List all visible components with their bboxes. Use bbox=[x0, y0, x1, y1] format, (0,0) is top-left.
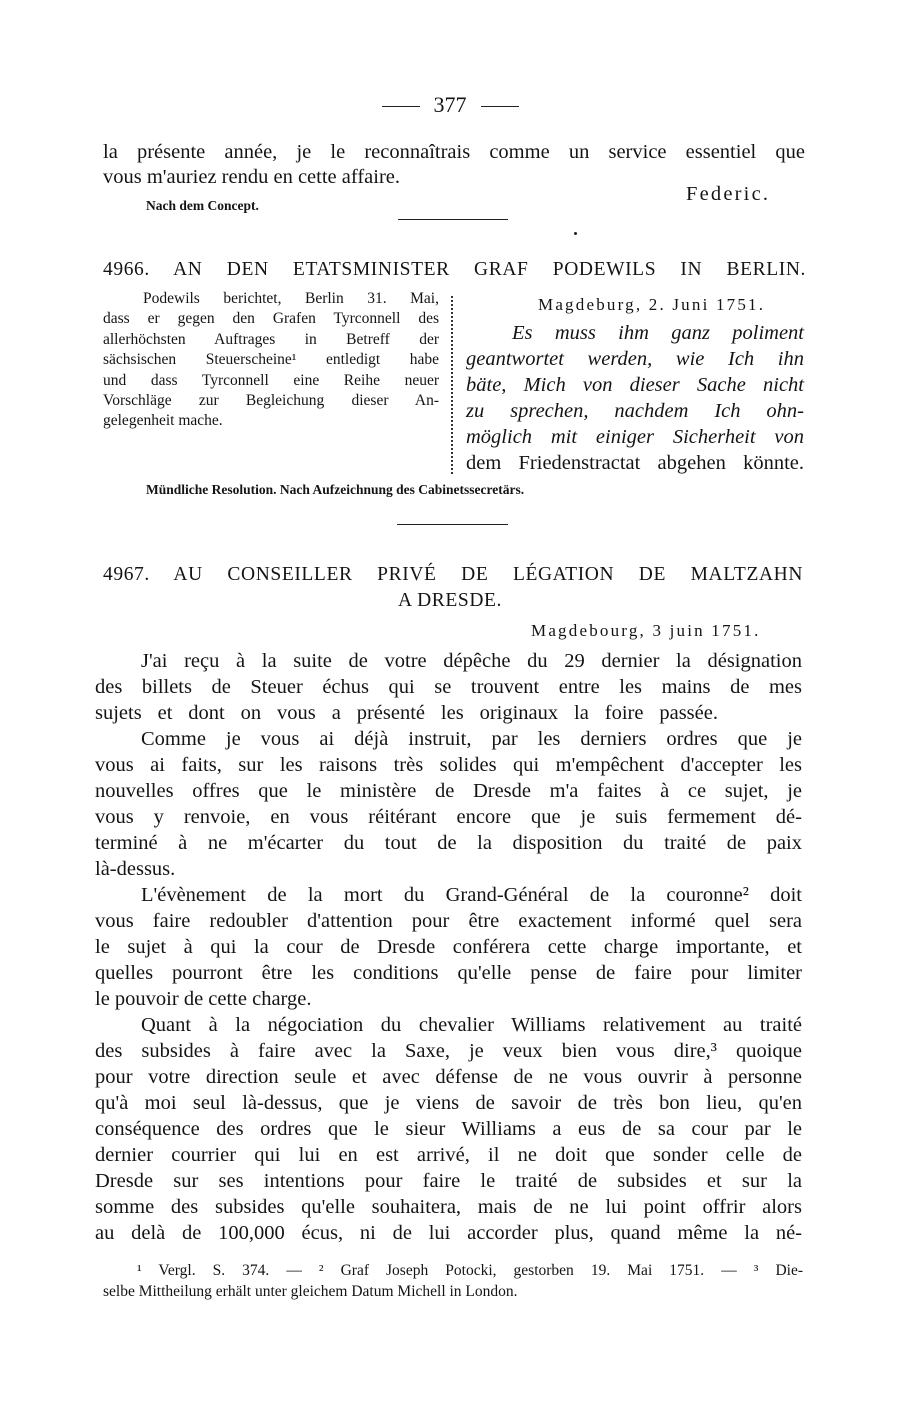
text-line: geantwortet werden, wie Ich ihn bbox=[466, 348, 804, 370]
summary-line: gelegenheit mache. bbox=[103, 412, 223, 430]
page-number-text: 377 bbox=[433, 92, 467, 117]
prev-letter-line-1: la présente année, je le reconnaîtrais comme un service essentiel que bbox=[103, 141, 805, 163]
summary-line: allerhöchsten Auftrages in Betreff der bbox=[103, 330, 439, 348]
ink-dot bbox=[574, 232, 577, 235]
text-line: möglich mit einiger Sicherheit von bbox=[466, 426, 804, 448]
body-line: nouvelles offres que le ministère de Dresde m'a faites à ce sujet, je bbox=[95, 780, 802, 802]
body-line: pour votre direction seule et avec défense de ne vous ouvrir à personne bbox=[95, 1066, 802, 1088]
body-line: somme des subsides qu'elle souhaitera, mais de ne lui point offrir alors bbox=[95, 1196, 802, 1218]
body-line: vous faire redoubler d'attention pour être exactement informé quel sera bbox=[95, 910, 802, 932]
body-line: quelles pourront être les conditions qu'elle pense de faire pour limiter bbox=[95, 962, 802, 984]
source-note: Nach dem Concept. bbox=[146, 198, 259, 213]
letter-4967-heading-1: 4967. AU CONSEILLER PRIVÉ DE LÉGATION DE MALTZAHN bbox=[103, 564, 803, 585]
letter-4966-text bbox=[466, 320, 804, 476]
body-line: des subsides à faire avec la Saxe, je veux bien vous dire,³ quoique bbox=[95, 1040, 802, 1062]
body-line: le pouvoir de cette charge. bbox=[95, 988, 312, 1010]
letter-4966-source: Mündliche Resolution. Nach Aufzeichnung des Cabinetssecretärs. bbox=[146, 482, 525, 497]
letter-4966-summary bbox=[103, 289, 439, 432]
footnotes bbox=[103, 1260, 803, 1302]
body-line: Comme je vous ai déjà instruit, par les derniers ordres que je bbox=[141, 728, 802, 750]
column-separator bbox=[451, 296, 453, 474]
body-line: vous y renvoie, en vous réitérant encore que je suis fermement dé- bbox=[95, 806, 802, 828]
body-line: terminé à ne m'écarter du tout de la disposition du traité de paix bbox=[95, 832, 802, 854]
letter-4966-dateline: Magdeburg, 2. Juni 1751. bbox=[538, 295, 766, 314]
body-line: Dresde sur ses intentions pour faire le traité de subsides et sur la bbox=[95, 1170, 802, 1192]
body-line: dernier courrier qui lui en est arrivé, il ne doit que sonder celle de bbox=[95, 1144, 802, 1166]
text-line: zu sprechen, nachdem Ich ohn- bbox=[466, 400, 804, 422]
summary-line: Podewils berichtet, Berlin 31. Mai, bbox=[143, 290, 439, 307]
summary-line: sächsischen Steuerscheine¹ entledigt habe bbox=[103, 351, 439, 369]
page-number-dash-left bbox=[382, 106, 420, 107]
prev-letter-line-2: vous m'auriez rendu en cette affaire. bbox=[103, 166, 400, 188]
text-line: dem Friedenstractat abgehen könnte. bbox=[466, 452, 804, 474]
body-line: Quant à la négociation du chevalier Williams relativement au traité bbox=[141, 1014, 802, 1036]
summary-line: und dass Tyrconnell eine Reihe neuer bbox=[103, 371, 439, 389]
footnote-line: selbe Mittheilung erhält unter gleichem Datum Michell in London. bbox=[103, 1283, 518, 1300]
divider bbox=[397, 524, 508, 525]
summary-line: dass er gegen den Grafen Tyrconnell des bbox=[103, 310, 439, 328]
body-line: J'ai reçu à la suite de votre dépêche du 29 dernier la désignation bbox=[141, 650, 802, 672]
body-line: sujets et dont on vous a présenté les originaux la foire passée. bbox=[95, 702, 718, 724]
text-line: Es muss ihm ganz poliment bbox=[512, 322, 804, 344]
body-line: là-dessus. bbox=[95, 858, 176, 880]
letter-4967-dateline: Magdebourg, 3 juin 1751. bbox=[531, 621, 761, 640]
page-number bbox=[0, 92, 900, 118]
body-line: L'évènement de la mort du Grand-Général de la couronne² doit bbox=[141, 884, 802, 906]
letter-4967-heading-2: A DRESDE. bbox=[398, 590, 502, 611]
signature: Federic. bbox=[686, 183, 771, 205]
body-line: conséquence des ordres que le sieur Williams a eus de sa cour par le bbox=[95, 1118, 802, 1140]
divider bbox=[398, 219, 508, 220]
body-line: au delà de 100,000 écus, ni de lui accorder plus, quand même la né- bbox=[95, 1222, 802, 1244]
summary-line: Vorschläge zur Begleichung dieser An- bbox=[103, 392, 439, 410]
body-line: qu'à moi seul là-dessus, que je viens de savoir de très bon lieu, qu'en bbox=[95, 1092, 802, 1114]
text-line: bäte, Mich von dieser Sache nicht bbox=[466, 374, 804, 396]
body-line: vous ai faits, sur les raisons très solides qui m'empêchent d'accepter les bbox=[95, 754, 802, 776]
body-line: le sujet à qui la cour de Dresde conférera cette charge importante, et bbox=[95, 936, 802, 958]
letter-4967-body bbox=[95, 648, 802, 1246]
page-number-dash-right bbox=[481, 106, 519, 107]
footnote-line: ¹ Vergl. S. 374. — ² Graf Joseph Potocki, gestorben 19. Mai 1751. — ³ Die- bbox=[137, 1262, 803, 1279]
letter-4966-heading: 4966. AN DEN ETATSMINISTER GRAF PODEWILS IN BERLIN. bbox=[103, 259, 806, 280]
body-line: des billets de Steuer échus qui se trouvent entre les mains de mes bbox=[95, 676, 802, 698]
